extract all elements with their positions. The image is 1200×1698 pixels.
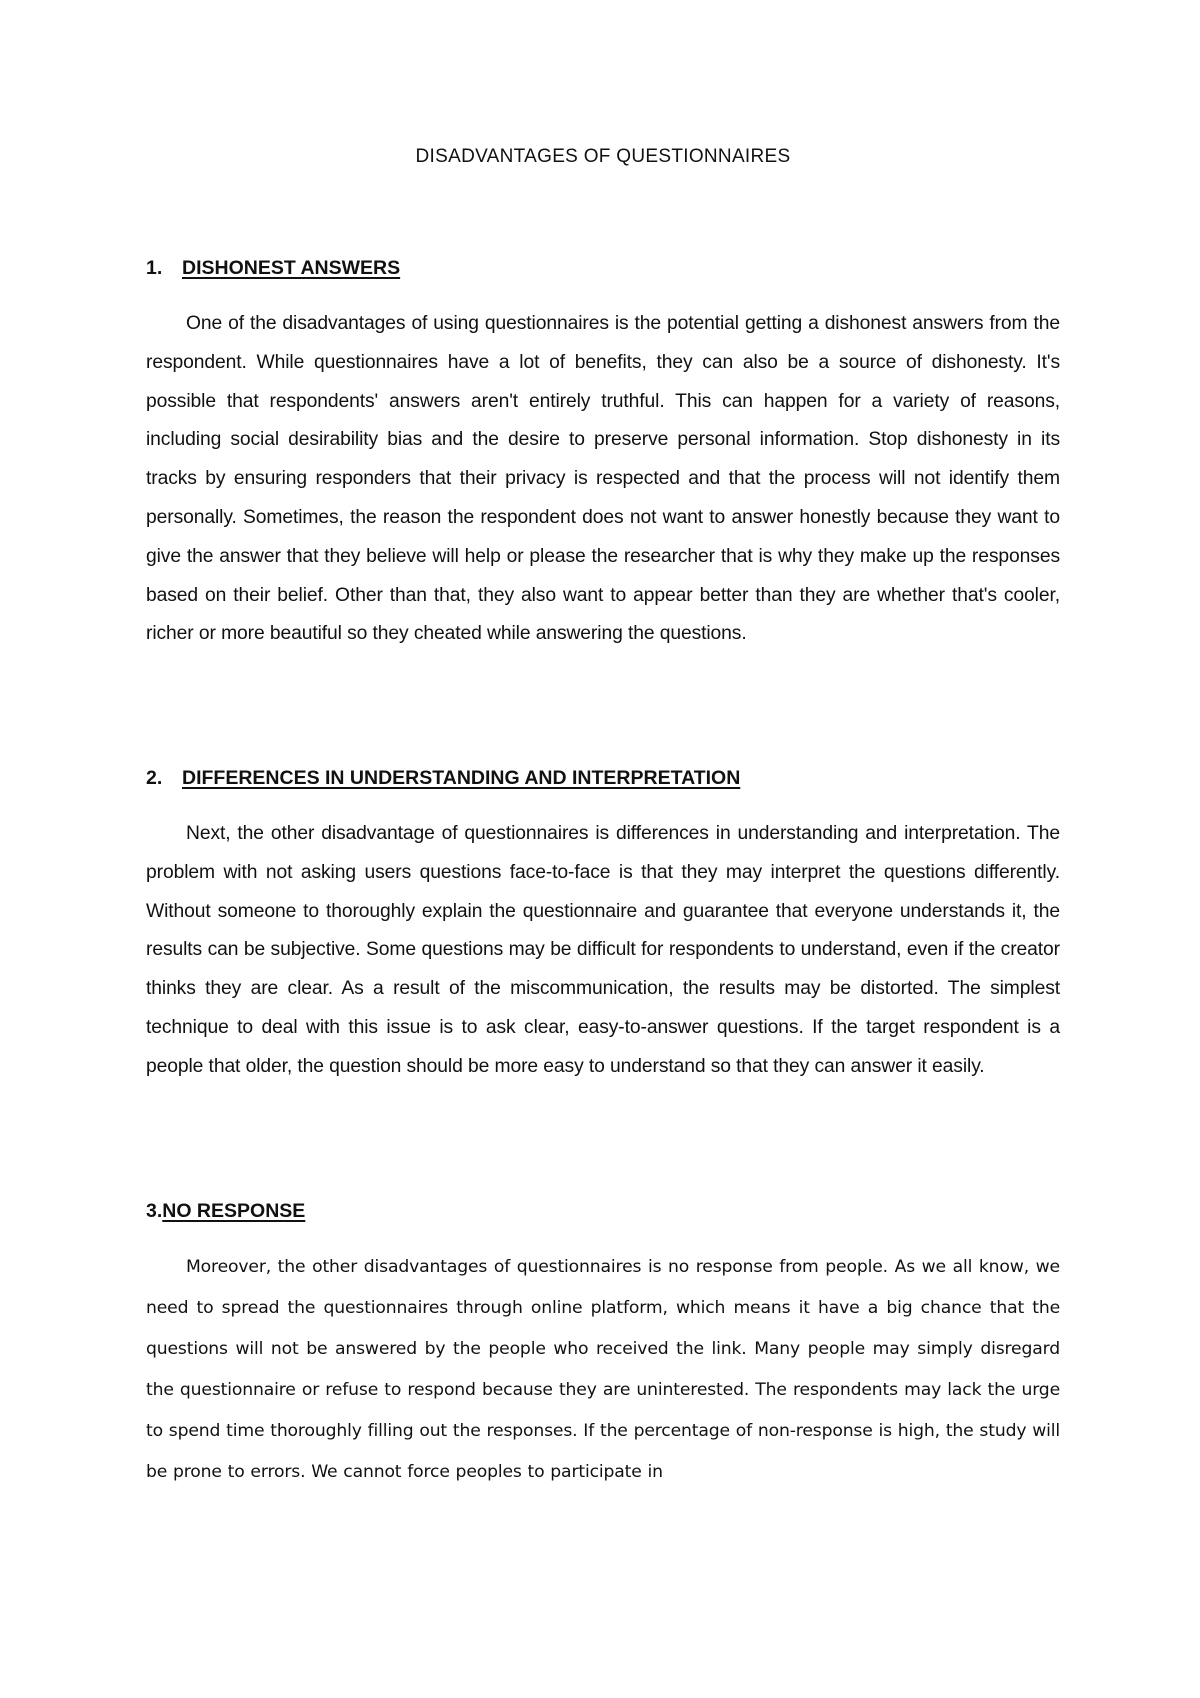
section-heading-dishonest-answers [146,255,1060,281]
section-heading-text: DISHONEST ANSWERS [182,257,401,279]
section-heading-text: NO RESPONSE [162,1200,306,1222]
section-heading-text: DIFFERENCES IN UNDERSTANDING AND INTERPRETATION [182,767,741,789]
section-heading-differences [146,765,1060,791]
section-body-no-response: Moreover, the other disadvantages of questionnaires is no response from people. As we all know, we need to spread the questionnaires through online platform, which means it have a big chance that the questions will not be answered by the people who received the link. Many people may simply disregard the questionnaire or refuse to respond because they are uninterested. The respondents may lack the urge to spend time thoroughly filling out the responses. If the percentage of non-response is high, the study will be prone to errors. We cannot force peoples to participate in [146,1257,1060,1482]
section-body-differences: Next, the other disadvantage of questionnaires is differences in understanding and interpretation. The problem with not asking users questions face-to-face is that they may interpret the questions differently. Without someone to thoroughly explain the questionnaire and guarantee that everyone understands it, the results can be subjective. Some questions may be difficult for respondents to understand, even if the creator thinks they are clear. As a result of the miscommunication, the results may be distorted. The simplest technique to deal with this issue is to ask clear, easy-to-answer questions. If the target respondent is a people that older, the question should be more easy to understand so that they can answer it easily. [146,823,1060,1077]
section-body-dishonest-answers: One of the disadvantages of using questionnaires is the potential getting a dishonest answers from the respondent. While questionnaires have a lot of benefits, they can also be a source of dishonesty. It's possible that respondents' answers aren't entirely truthful. This can happen for a variety of reasons, including social desirability bias and the desire to preserve personal information. Stop dishonesty in its tracks by ensuring responders that their privacy is respected and that the process will not identify them personally. Sometimes, the reason the respondent does not want to answer honestly because they want to give the answer that they believe will help or please the researcher that is why they make up the responses based on their belief. Other than that, they also want to appear better than they are whether that's cooler, richer or more beautiful so they cheated while answering the questions. [146,313,1060,645]
section-heading-no-response [146,1198,1060,1224]
section-number: 1. [146,257,163,279]
section-number: 3. [146,1200,163,1222]
section-number: 2. [146,767,163,789]
document-title: DISADVANTAGES OF QUESTIONNAIRES [415,146,791,167]
